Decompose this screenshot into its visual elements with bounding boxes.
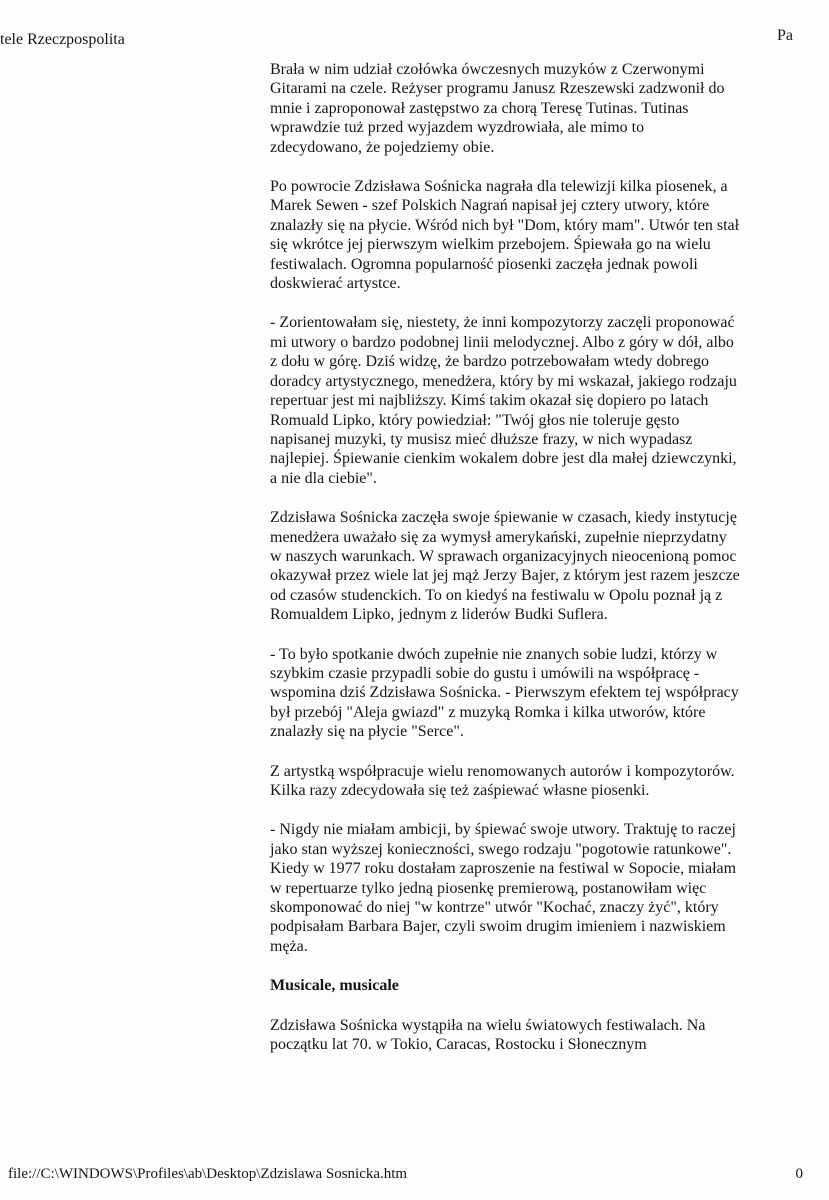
section-heading: Musicale, musicale [270, 977, 399, 995]
paragraph-6: Z artystką współpracuje wielu renomowanych autorów i kompozytorów. Kilka razy zdecydowała się też zaśpiewać własne piosenki. [270, 762, 735, 799]
paragraph-5: - To było spotkanie dwóch zupełnie nie znanych sobie ludzi, którzy w szybkim czasie przypadli sobie do gustu i umówili na współpracę - wspomina dziś Zdzisława Sośnicka. - Pierwszym efektem tej współpracy był przebój "Aleja gwiazd" z muzyką Romka i kilka utworów, które znalazły się na płycie "Serce". [270, 645, 739, 741]
paragraph-2: Po powrocie Zdzisława Sośnicka nagrała dla telewizji kilka piosenek, a Marek Sewen - szef Polskich Nagrań napisał jej cztery utwory, które znalazły się na płycie. Wśród nich był "Dom, który mam". Utwór ten stał się wkrótce jej pierwszym wielkim przebojem. Śpiewała go na wielu festiwalach. Ogromna popularność piosenki zaczęła jednak powoli doskwierać artystce. [270, 178, 740, 293]
header-page-label: Pa [777, 27, 793, 44]
paragraph-3: - Zorientowałam się, niestety, że inni kompozytorzy zaczęli proponować mi utwory o bardzo podobnej linii melodycznej. Albo z góry w dół, albo z dołu w górę. Dziś widzę, że bardzo potrzebowałam wtedy dobrego doradcy artystycznego, menedżera, który by mi wskazał, jakiego rodzaju repertuar jest mi najbliższy. Kimś takim okazał się dopiero po latach Romuald Lipko, który powiedział: "Twój głos nie toleruje gęsto napisanej muzyki, ty musisz mieć dłuższe frazy, w nich wypadasz najlepiej. Śpiewanie cienkim wokalem dobre jest dla małej dziewczynki, a nie dla ciebie". [270, 314, 737, 487]
paragraph-final: Zdzisława Sośnicka wystąpiła na wielu światowych festiwalach. Na początku lat 70. w Tokio, Caracas, Rostocku i Słonecznym [270, 1016, 706, 1054]
paragraph-4: Zdzisława Sośnicka zaczęła swoje śpiewanie w czasach, kiedy instytucję menedżera uważało się za wymysł amerykański, zupełnie nieprzydatny w naszych warunkach. W sprawach organizacyjnych nieocenioną pomoc okazywał przez wiele lat jej mąż Jerzy Bajer, z którym jest razem jeszcze od czasów studenckich. To on kiedyś na festiwalu w Opolu poznał ją z Romualdem Lipko, jednym z liderów Budki Suflera. [270, 509, 740, 624]
paragraph-1: Brała w nim udział czołówka ówczesnych muzyków z Czerwonymi Gitarami na czele. Reżyser programu Janusz Rzeszewski zadzwonił do mnie i zaproponował zastępstwo za chorą Teresę Tutinas. Tutinas wprawdzie tuż przed wyjazdem wyzdrowiała, ale mimo to zdecydowano, że pojedziemy obie. [270, 61, 725, 156]
footer-file-path: file://C:\WINDOWS\Profiles\ab\Desktop\Zdzislawa Sosnicka.htm [8, 1166, 408, 1182]
header-title: tele Rzeczpospolita [0, 31, 125, 48]
paragraph-7: - Nigdy nie miałam ambicji, by śpiewać swoje utwory. Traktuję to raczej jako stan wyższej konieczności, swego rodzaju "pogotowie ratunkowe". Kiedy w 1977 roku dostałam zaproszenie na festiwal w Sopocie, miałam w repertuarze tylko jedną piosenkę premierową, postanowiłam więc skomponować do niej "w kontrze" utwór "Kochać, znaczy żyć", który podpisałam Barbara Bajer, czyli swoim drugim imieniem i nazwiskiem męża. [270, 821, 737, 955]
footer-page-number: 0 [795, 1166, 803, 1182]
article-body [270, 60, 740, 1074]
